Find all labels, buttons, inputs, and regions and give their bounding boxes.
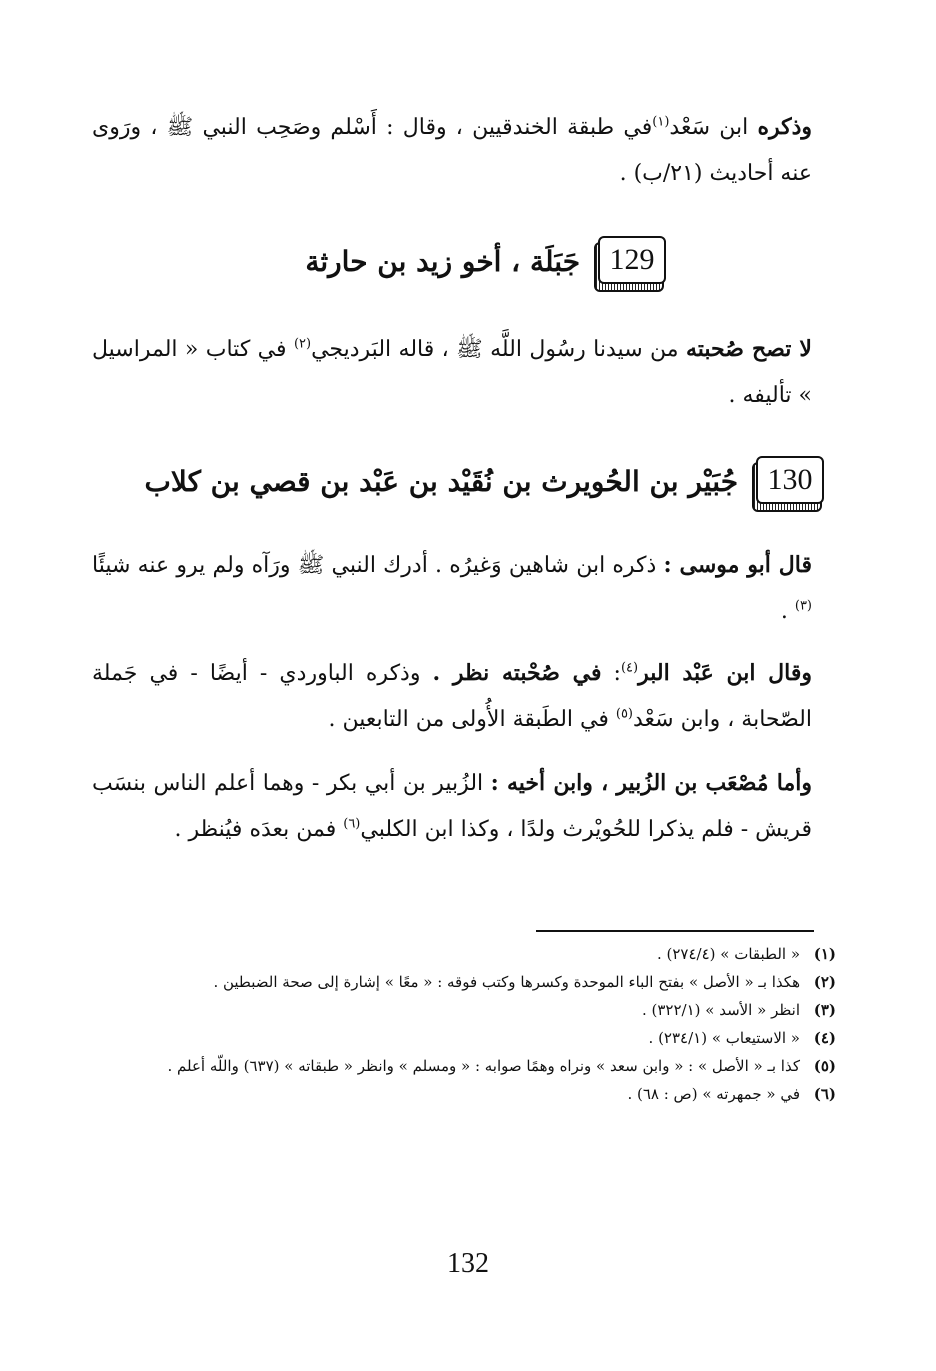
footnote-text: « الاستيعاب » (٢٣٤/١) . [648, 1029, 800, 1047]
footnote-text: كذا بـ « الأصل » : « وابن سعد » ونراه وهمًا صوابه : « ومسلم » وانظر « طبقاته » (٦٣٧) واللّه أعلم . [167, 1057, 800, 1075]
paragraph-text: وذكره الباوردي - أيضًا - في جَملة الصّحابة ، وابن سَعْد [92, 661, 812, 732]
footnote-item [92, 996, 836, 1024]
paragraph-bold-lead: لا تصح صُحبته [685, 336, 812, 362]
footnote-item [92, 1024, 836, 1052]
entry-heading-129 [305, 236, 666, 286]
entry-number-box [594, 236, 666, 286]
paragraph-text: ذكره ابن شاهين وَغيرُه . أدرك النبي ﷺ ورَآه ولم يرو عنه شيئًا [92, 553, 664, 578]
footnote-number: (٦) [813, 1085, 836, 1103]
footnote-number: (٣) [813, 1001, 836, 1019]
paragraph-text: من سيدنا رسُول اللَّه ﷺ ، قاله البَرديجي [311, 337, 686, 362]
entry-title: جُبَيْر بن الحُويرث بن نُقَيْد بن عَبْد بن قصي بن كلاب [144, 464, 738, 498]
footnote-item [92, 968, 836, 996]
paragraph-text: ابن سَعْد [669, 115, 758, 140]
paragraph-bold-lead: وقال ابن عَبْد البر [638, 660, 812, 686]
paragraph-ibn-saad [92, 104, 812, 197]
paragraph-text: : [601, 661, 621, 686]
footnote-ref-1: (١) [652, 114, 670, 130]
footnotes [92, 940, 836, 1108]
entry-number-box [752, 456, 824, 506]
footnote-item [92, 1080, 836, 1108]
footnote-number: (٢) [813, 973, 836, 991]
paragraph-abu-musa [92, 542, 812, 635]
entry-number: 130 [756, 456, 824, 504]
footnote-separator [536, 930, 814, 932]
paragraph-bold-mid: في صُحْبته نظر . [432, 660, 602, 686]
footnote-ref-6: (٦) [343, 816, 361, 832]
footnote-number: (٥) [813, 1057, 836, 1075]
footnote-ref-3: (٣) [794, 598, 812, 614]
paragraph-musab [92, 760, 812, 853]
footnote-item [92, 1052, 836, 1080]
footnote-number: (٤) [813, 1029, 836, 1047]
paragraph-bold-lead: وأما مُصْعَب بن الزُبير ، وابن أخيه : [490, 770, 812, 796]
paragraph-bardiji [92, 326, 812, 419]
paragraph-bold-lead: وذكره [757, 114, 812, 140]
paragraph-text: في الطَبقة الأُولى من التابعين . [328, 707, 616, 732]
paragraph-text: في طبقة الخندقيين ، وقال : أَسْلم وصَحِب النبي ﷺ ، ورَوى عنه أحاديث (٢١/ب) . [92, 115, 812, 186]
footnote-text: « الطبقات » (٢٧٤/٤) . [656, 945, 800, 963]
paragraph-text: في كتاب « المراسيل » تأليفه . [92, 337, 812, 408]
footnote-ref-2: (٢) [293, 336, 312, 352]
footnote-ref-5: (٥) [615, 706, 633, 722]
footnote-ref-4: (٤) [620, 660, 639, 676]
paragraph-ibn-abd-albarr [92, 650, 812, 743]
paragraph-text: الزُبير بن أبي بكر - وهما أعلم الناس بنسَب قريش - فلم يذكرا للحُويْرث ولدًا ، وكذا ابن الكلبي [92, 771, 812, 842]
paragraph-text: فمن بعدَه فيُنظر . [174, 817, 344, 842]
paragraph-text: . [780, 599, 795, 624]
page-number: 132 [447, 1248, 489, 1279]
footnote-text: في « جمهرته » (ص : ٦٨) . [627, 1085, 800, 1103]
footnote-text: هكذا بـ « الأصل » بفتح الباء الموحدة وكسرها وكتب فوقه : « معًا » إشارة إلى صحة الضبطين . [213, 973, 800, 991]
paragraph-bold-lead: قال أبو موسى : [663, 552, 812, 578]
entry-heading-130 [145, 456, 824, 506]
footnote-text: انظر « الأسد » (٣٢٢/١) . [641, 1001, 800, 1019]
entry-title: جَبَلَة ، أخو زيد بن حارثة [305, 244, 580, 278]
entry-number: 129 [598, 236, 666, 284]
footnote-item [92, 940, 836, 968]
footnote-number: (١) [813, 945, 836, 963]
